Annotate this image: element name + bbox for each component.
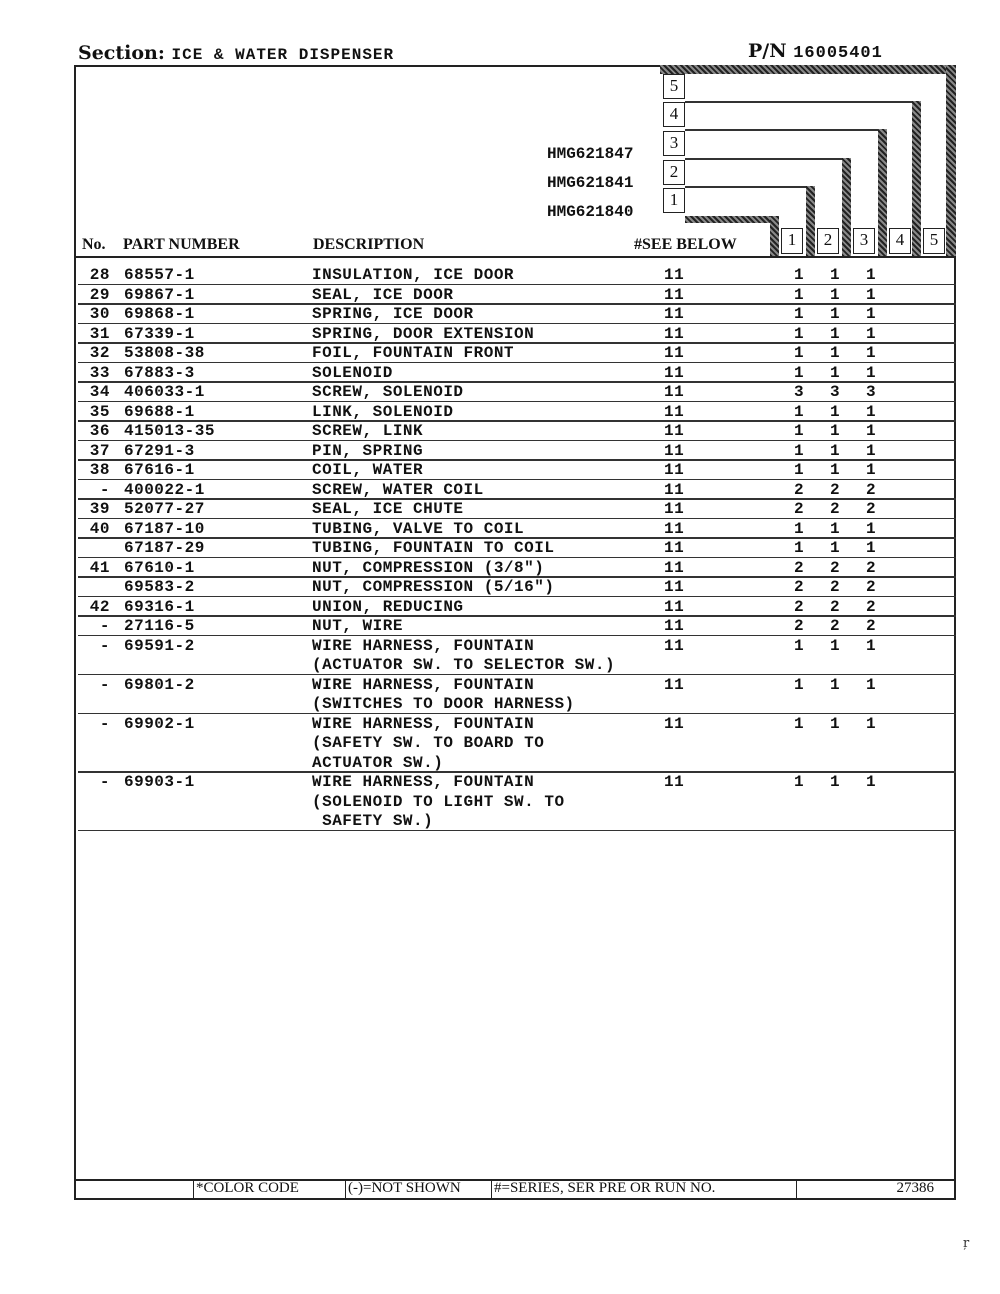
part-number: 67610-1: [124, 558, 195, 577]
qty-model-2: 2: [830, 480, 841, 499]
col-head-1: 1: [781, 228, 803, 254]
part-number: 69583-2: [124, 578, 195, 596]
qty-model-1: 1: [794, 324, 805, 343]
model-num-5: 5: [663, 74, 685, 99]
see-below-value: 11: [664, 383, 685, 401]
part-number-label: [748, 40, 883, 63]
item-number: 28: [89, 266, 110, 284]
row-rule: [78, 615, 956, 617]
qty-model-1: 1: [794, 539, 805, 557]
item-number: 33: [89, 363, 110, 382]
qty-model-3: 1: [866, 305, 877, 323]
description-line: WIRE HARNESS, FOUNTAIN: [312, 675, 535, 694]
qty-model-2: 1: [830, 773, 841, 791]
qty-model-2: 1: [830, 675, 841, 694]
qty-model-1: 2: [794, 480, 805, 499]
page-mark: ŗ: [963, 1236, 970, 1251]
description-line: PIN, SPRING: [312, 441, 424, 460]
description-line: NUT, COMPRESSION (5/16"): [312, 578, 555, 596]
see-below-value: 11: [664, 344, 685, 362]
see-below-value: 11: [664, 305, 685, 323]
description-line: INSULATION, ICE DOOR: [312, 266, 515, 284]
qty-model-2: 1: [830, 714, 841, 733]
qty-model-2: 1: [830, 402, 841, 421]
footer-color-code: *COLOR CODE: [193, 1179, 344, 1199]
part-number: 69902-1: [124, 714, 195, 733]
item-number: 41: [89, 558, 110, 577]
model-line-3: [685, 129, 883, 131]
model-name-3: HMG621847: [547, 145, 634, 163]
description-line: SPRING, DOOR EXTENSION: [312, 324, 535, 343]
qty-model-3: 1: [866, 461, 877, 479]
item-number: 39: [89, 500, 110, 518]
qty-model-2: 2: [830, 558, 841, 577]
see-below-value: 11: [664, 675, 685, 694]
row-rule: [78, 498, 956, 500]
pn-prefix: P/N: [748, 40, 787, 62]
part-number: 27116-5: [124, 617, 195, 635]
qty-model-2: 2: [830, 578, 841, 596]
item-number: 29: [89, 285, 110, 304]
row-rule: [78, 381, 956, 383]
description-line: WIRE HARNESS, FOUNTAIN: [312, 714, 535, 733]
row-rule: [78, 830, 956, 832]
see-below-value: 11: [664, 363, 685, 382]
see-below-value: 11: [664, 266, 685, 284]
see-below-value: 11: [664, 578, 685, 596]
description-line: (ACTUATOR SW. TO SELECTOR SW.): [312, 656, 616, 674]
header-rule: [74, 256, 956, 258]
qty-model-3: 1: [866, 402, 877, 421]
part-number: 406033-1: [124, 383, 205, 401]
description-line: WIRE HARNESS, FOUNTAIN: [312, 636, 535, 655]
description-line: SCREW, SOLENOID: [312, 383, 464, 401]
item-number: 37: [89, 441, 110, 460]
col-head-description: DESCRIPTION: [313, 236, 425, 253]
qty-model-2: 1: [830, 344, 841, 362]
description-line: SOLENOID: [312, 363, 393, 382]
qty-model-2: 1: [830, 266, 841, 284]
row-rule: [78, 362, 956, 364]
qty-model-2: 2: [830, 597, 841, 616]
see-below-value: 11: [664, 519, 685, 538]
section-label: [78, 42, 394, 64]
see-below-value: 11: [664, 558, 685, 577]
qty-model-1: 1: [794, 305, 805, 323]
see-below-value: 11: [664, 285, 685, 304]
qty-model-2: 1: [830, 441, 841, 460]
qty-model-3: 1: [866, 363, 877, 382]
row-rule: [78, 401, 956, 403]
model-line-0: [685, 216, 779, 223]
item-number: 40: [89, 519, 110, 538]
see-below-value: 11: [664, 422, 685, 440]
qty-model-1: 1: [794, 636, 805, 655]
part-number: 52077-27: [124, 500, 205, 518]
item-number: 38: [89, 461, 110, 479]
item-number: -: [99, 636, 110, 655]
qty-model-3: 1: [866, 714, 877, 733]
qty-model-1: 1: [794, 402, 805, 421]
qty-model-3: 2: [866, 500, 877, 518]
qty-model-1: 1: [794, 363, 805, 382]
qty-model-3: 1: [866, 324, 877, 343]
see-below-value: 11: [664, 324, 685, 343]
description-line: NUT, COMPRESSION (3/8"): [312, 558, 545, 577]
qty-model-1: 1: [794, 266, 805, 284]
qty-model-3: 2: [866, 617, 877, 635]
description-line: SCREW, WATER COIL: [312, 480, 484, 499]
row-rule: [78, 284, 956, 286]
row-rule: [78, 459, 956, 461]
qty-model-3: 1: [866, 773, 877, 791]
footer-doc-number: 27386: [796, 1179, 952, 1199]
qty-model-3: 1: [866, 422, 877, 440]
see-below-value: 11: [664, 461, 685, 479]
description-line: NUT, WIRE: [312, 617, 403, 635]
qty-model-1: 2: [794, 558, 805, 577]
qty-model-3: 1: [866, 539, 877, 557]
part-number: 67339-1: [124, 324, 195, 343]
item-number: 30: [89, 305, 110, 323]
model-name-2: HMG621841: [547, 174, 634, 192]
qty-model-2: 2: [830, 500, 841, 518]
qty-model-2: 1: [830, 519, 841, 538]
qty-model-1: 2: [794, 597, 805, 616]
part-number: 69801-2: [124, 675, 195, 694]
description-line: (SWITCHES TO DOOR HARNESS): [312, 695, 575, 713]
description-line: SEAL, ICE CHUTE: [312, 500, 464, 518]
model-num-4: 4: [663, 102, 685, 127]
part-number: 67616-1: [124, 461, 195, 479]
col-head-2: 2: [817, 228, 839, 254]
see-below-value: 11: [664, 539, 685, 557]
description-line: LINK, SOLENOID: [312, 402, 454, 421]
see-below-value: 11: [664, 441, 685, 460]
part-number: 68557-1: [124, 266, 195, 284]
qty-model-2: 3: [830, 383, 841, 401]
col-head-see-below: #SEE BELOW: [634, 236, 737, 253]
part-number: 400022-1: [124, 480, 205, 499]
model-bar-4: [878, 129, 887, 256]
model-name-1: HMG621840: [547, 203, 634, 221]
part-number: 415013-35: [124, 422, 215, 440]
model-bar-1: [770, 216, 779, 256]
part-number: 69867-1: [124, 285, 195, 304]
model-line-1: [685, 186, 811, 188]
description-line: WIRE HARNESS, FOUNTAIN: [312, 773, 535, 791]
qty-model-2: 1: [830, 461, 841, 479]
qty-model-3: 2: [866, 597, 877, 616]
row-rule: [78, 596, 956, 598]
model-num-2: 2: [663, 160, 685, 185]
part-number: 69591-2: [124, 636, 195, 655]
row-rule: [78, 440, 956, 442]
see-below-value: 11: [664, 636, 685, 655]
qty-model-2: 1: [830, 285, 841, 304]
item-number: -: [99, 675, 110, 694]
section-prefix: Section:: [78, 42, 165, 64]
item-number: -: [99, 480, 110, 499]
col-head-4: 4: [889, 228, 911, 254]
see-below-value: 11: [664, 480, 685, 499]
qty-model-1: 1: [794, 675, 805, 694]
row-rule: [78, 303, 956, 305]
qty-model-1: 1: [794, 714, 805, 733]
see-below-value: 11: [664, 617, 685, 635]
col-head-3: 3: [853, 228, 875, 254]
model-bar-6: [946, 65, 956, 256]
pn-value: 16005401: [793, 44, 883, 63]
item-number: 34: [89, 383, 110, 401]
see-below-value: 11: [664, 500, 685, 518]
col-head-no: No.: [82, 236, 106, 253]
model-line-2: [685, 158, 847, 160]
part-number: 67187-29: [124, 539, 205, 557]
qty-model-3: 2: [866, 558, 877, 577]
description-line: SEAL, ICE DOOR: [312, 285, 454, 304]
qty-model-3: 1: [866, 675, 877, 694]
row-rule: [78, 479, 956, 481]
model-bar-top: [660, 65, 956, 74]
qty-model-1: 1: [794, 344, 805, 362]
qty-model-3: 2: [866, 480, 877, 499]
description-line: (SOLENOID TO LIGHT SW. TO: [312, 792, 565, 811]
part-number: 69316-1: [124, 597, 195, 616]
qty-model-1: 1: [794, 461, 805, 479]
part-number: 69903-1: [124, 773, 195, 791]
col-head-5: 5: [923, 228, 945, 254]
qty-model-2: 1: [830, 363, 841, 382]
qty-model-1: 1: [794, 519, 805, 538]
qty-model-3: 1: [866, 266, 877, 284]
qty-model-2: 1: [830, 636, 841, 655]
description-line: SAFETY SW.): [312, 812, 434, 830]
model-bar-2: [806, 186, 815, 256]
item-number: -: [99, 773, 110, 791]
description-line: TUBING, VALVE TO COIL: [312, 519, 525, 538]
qty-model-1: 2: [794, 578, 805, 596]
qty-model-1: 1: [794, 285, 805, 304]
description-line: (SAFETY SW. TO BOARD TO: [312, 734, 545, 752]
qty-model-3: 1: [866, 519, 877, 538]
qty-model-3: 1: [866, 441, 877, 460]
description-line: UNION, REDUCING: [312, 597, 464, 616]
qty-model-2: 2: [830, 617, 841, 635]
qty-model-1: 2: [794, 500, 805, 518]
part-number: 67291-3: [124, 441, 195, 460]
description-line: COIL, WATER: [312, 461, 424, 479]
qty-model-2: 1: [830, 305, 841, 323]
item-number: -: [99, 617, 110, 635]
part-number: 53808-38: [124, 344, 205, 362]
description-line: SPRING, ICE DOOR: [312, 305, 474, 323]
qty-model-3: 3: [866, 383, 877, 401]
item-number: 32: [89, 344, 110, 362]
description-line: ACTUATOR SW.): [312, 753, 444, 772]
part-number: 67187-10: [124, 519, 205, 538]
qty-model-3: 1: [866, 344, 877, 362]
item-number: 42: [89, 597, 110, 616]
description-line: SCREW, LINK: [312, 422, 424, 440]
item-number: 35: [89, 402, 110, 421]
item-number: 36: [89, 422, 110, 440]
see-below-value: 11: [664, 597, 685, 616]
item-number: 31: [89, 324, 110, 343]
see-below-value: 11: [664, 714, 685, 733]
qty-model-1: 1: [794, 773, 805, 791]
qty-model-2: 1: [830, 539, 841, 557]
qty-model-1: 3: [794, 383, 805, 401]
row-rule: [78, 342, 956, 344]
description-line: FOIL, FOUNTAIN FRONT: [312, 344, 515, 362]
see-below-value: 11: [664, 773, 685, 791]
model-line-4: [685, 101, 919, 103]
qty-model-1: 2: [794, 617, 805, 635]
see-below-value: 11: [664, 402, 685, 421]
footer-not-shown: (-)=NOT SHOWN: [345, 1179, 490, 1199]
description-line: TUBING, FOUNTAIN TO COIL: [312, 539, 555, 557]
part-number: 69868-1: [124, 305, 195, 323]
qty-model-2: 1: [830, 422, 841, 440]
item-number: -: [99, 714, 110, 733]
qty-model-3: 2: [866, 578, 877, 596]
footer-series: #=SERIES, SER PRE OR RUN NO.: [491, 1179, 794, 1199]
col-head-part-number: PART NUMBER: [123, 236, 240, 253]
part-number: 67883-3: [124, 363, 195, 382]
qty-model-3: 1: [866, 636, 877, 655]
qty-model-1: 1: [794, 441, 805, 460]
part-number: 69688-1: [124, 402, 195, 421]
qty-model-2: 1: [830, 324, 841, 343]
model-bar-5: [912, 101, 921, 256]
qty-model-1: 1: [794, 422, 805, 440]
model-num-1: 1: [663, 188, 685, 213]
section-title: ICE & WATER DISPENSER: [171, 46, 395, 64]
model-num-3: 3: [663, 131, 685, 156]
model-bar-3: [842, 158, 851, 256]
qty-model-3: 1: [866, 285, 877, 304]
